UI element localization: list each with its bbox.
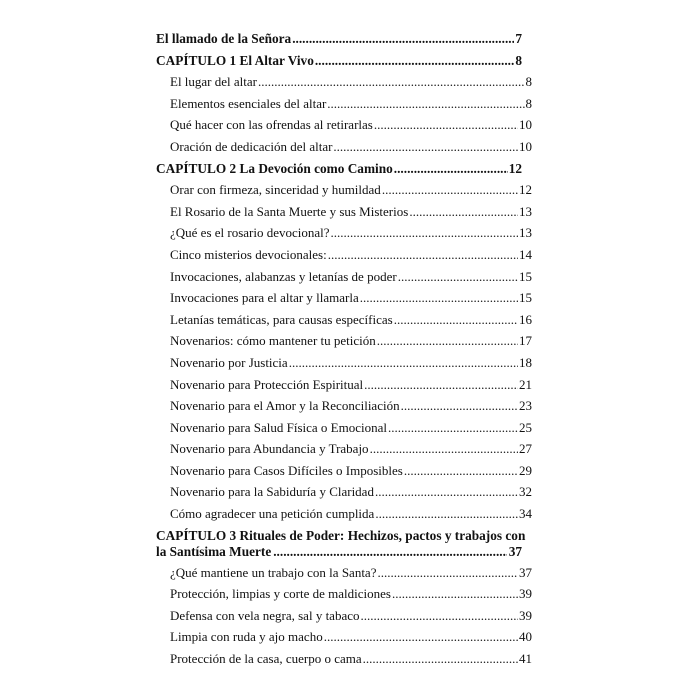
toc-entry-chapter[interactable] [156,28,532,50]
toc-entry-page-number: 23 [519,398,532,414]
toc-entry-page-number: 21 [519,376,532,392]
dot-leader [364,374,518,396]
dot-leader [361,605,519,627]
dot-leader [409,201,518,223]
toc-entry-title: Limpia con ruda y ajo macho [170,629,323,645]
toc-entry-page-number: 15 [519,268,532,284]
toc-entry-page-number: 18 [519,354,532,370]
toc-entry-page-number: 34 [519,506,532,522]
dot-leader [374,114,518,136]
toc-entry-chapter[interactable] [156,158,532,180]
dot-leader [258,71,525,93]
dot-leader [273,544,506,560]
dot-leader [363,648,518,670]
toc-entry-title: ¿Qué mantiene un trabajo con la Santa? [170,564,377,580]
toc-entry[interactable] [170,352,532,374]
toc-entry-title: Elementos esenciales del altar [170,95,327,111]
toc-entry-title: Cómo agradecer una petición cumplida [170,506,375,522]
dot-leader [388,417,518,439]
toc-entry-title: ¿Qué es el rosario devocional? [170,225,330,241]
toc-entry-title: Cinco misterios devocionales: [170,246,327,262]
toc-entry-page-number: 13 [519,203,532,219]
dot-leader [375,481,518,503]
toc-entry-title: Defensa con vela negra, sal y tabaco [170,607,360,623]
toc-entry[interactable] [170,648,532,670]
dot-leader [331,222,518,244]
dot-leader [401,395,518,417]
toc-entry-title: Novenario para Salud Física o Emocional [170,419,387,435]
toc-entry-page-number: 16 [519,311,532,327]
toc-entry-title: Invocaciones, alabanzas y letanías de poder [170,268,397,284]
toc-entry-title: El Rosario de la Santa Muerte y sus Misterios [170,203,409,219]
dot-leader [404,460,518,482]
toc-entry-title: Invocaciones para el altar y llamarla [170,290,359,306]
toc-entry-title: Protección, limpias y corte de maldiciones [170,586,391,602]
toc-entry-title: CAPÍTULO 1 El Altar Vivo [156,52,314,68]
dot-leader [394,158,508,180]
toc-entry-page-number: 12 [508,160,522,176]
dot-leader [382,179,518,201]
dot-leader [360,287,518,309]
toc-entry-page-number: 15 [519,290,532,306]
toc-entry-title: Novenario para la Sabiduría y Claridad [170,484,374,500]
toc-entry-page-number: 27 [519,441,532,457]
dot-leader [398,266,518,288]
dot-leader [370,438,518,460]
toc-entry-title: Qué hacer con las ofrendas al retirarlas [170,117,373,133]
toc-entry-title: Protección de la casa, cuerpo o cama [170,651,362,667]
toc-entry-page-number: 10 [519,117,532,133]
toc-entry-page-number: 12 [519,182,532,198]
table-of-contents [156,28,532,670]
toc-entry[interactable] [170,71,532,93]
toc-entry[interactable] [170,605,532,627]
toc-entry-title: Orar con firmeza, sinceridad y humildad [170,182,381,198]
dot-leader [327,93,524,115]
dot-leader [289,352,518,374]
toc-entries-bottom [156,562,532,670]
toc-entry-page-number: 37 [519,564,532,580]
dot-leader [377,330,518,352]
toc-entry[interactable] [170,583,532,605]
dot-leader [324,626,518,648]
toc-entry-page-number: 40 [519,629,532,645]
toc-entry-page-number: 8 [525,74,532,90]
toc-entry[interactable] [170,93,532,115]
toc-entry[interactable] [170,244,532,266]
toc-entry[interactable] [170,287,532,309]
toc-entry-title: Novenarios: cómo mantener tu petición [170,333,376,349]
dot-leader [394,309,518,331]
toc-entry[interactable] [170,460,532,482]
toc-entry-chapter[interactable] [156,50,532,72]
toc-entry[interactable] [170,201,532,223]
toc-entry-page-number: 39 [519,586,532,602]
toc-entry[interactable] [170,330,532,352]
toc-entry-page-number: 8 [525,95,532,111]
toc-entry-title: Oración de dedicación del altar [170,138,333,154]
chapter-3-title-line2: la Santísima Muerte [156,543,272,559]
dot-leader [333,136,518,158]
toc-entry[interactable] [170,417,532,439]
toc-entry-page-number: 10 [519,138,532,154]
toc-entry-page-number: 14 [519,246,532,262]
toc-entry-page-number: 13 [519,225,532,241]
toc-entry-page-number: 8 [515,52,522,68]
toc-entry-page-number: 41 [519,651,532,667]
toc-entry[interactable] [170,562,532,584]
toc-entry-title: Novenario para el Amor y la Reconciliación [170,398,400,414]
toc-entry[interactable] [170,481,532,503]
dot-leader [315,50,514,72]
toc-entry[interactable] [170,438,532,460]
toc-entry[interactable] [170,266,532,288]
toc-entry-page-number: 29 [519,462,532,478]
toc-entry[interactable] [170,395,532,417]
dot-leader [392,583,518,605]
toc-entry[interactable] [170,136,532,158]
chapter-3-page-number: 37 [508,543,522,559]
toc-entry[interactable] [170,179,532,201]
toc-entry[interactable] [170,309,532,331]
toc-entry-page-number: 17 [519,333,532,349]
toc-entry[interactable] [170,374,532,396]
dot-leader [377,562,518,584]
toc-entry-title: El llamado de la Señora [156,31,292,46]
toc-entry-title: CAPÍTULO 2 La Devoción como Camino [156,160,393,176]
toc-entry-title: Novenario para Protección Espiritual [170,376,364,392]
chapter-3-title-line2-wrapper [156,544,532,560]
chapter-3-title-line1: CAPÍTULO 3 Rituales de Poder: Hechizos, pactos y trabajos con [156,527,526,543]
toc-entry-page-number: 39 [519,607,532,623]
dot-leader [328,244,518,266]
toc-entry[interactable] [170,222,532,244]
toc-entry-title: El lugar del altar [170,74,257,90]
toc-entry-title: Novenario por Justicia [170,354,288,370]
toc-entry[interactable] [170,626,532,648]
toc-entry-title: Novenario para Abundancia y Trabajo [170,441,369,457]
dot-leader [375,503,518,525]
toc-entry[interactable] [170,114,532,136]
toc-entry[interactable] [170,503,532,525]
toc-entry-page-number: 32 [519,484,532,500]
toc-entry-page-number: 25 [519,419,532,435]
toc-entry-page-number: 7 [515,31,522,46]
toc-entry-chapter-3[interactable] [156,525,532,562]
toc-entries-top [156,28,532,525]
toc-entry-title: Novenario para Casos Difíciles o Imposibles [170,462,403,478]
toc-entry-title: Letanías temáticas, para causas específicas [170,311,393,327]
dot-leader [292,28,514,50]
